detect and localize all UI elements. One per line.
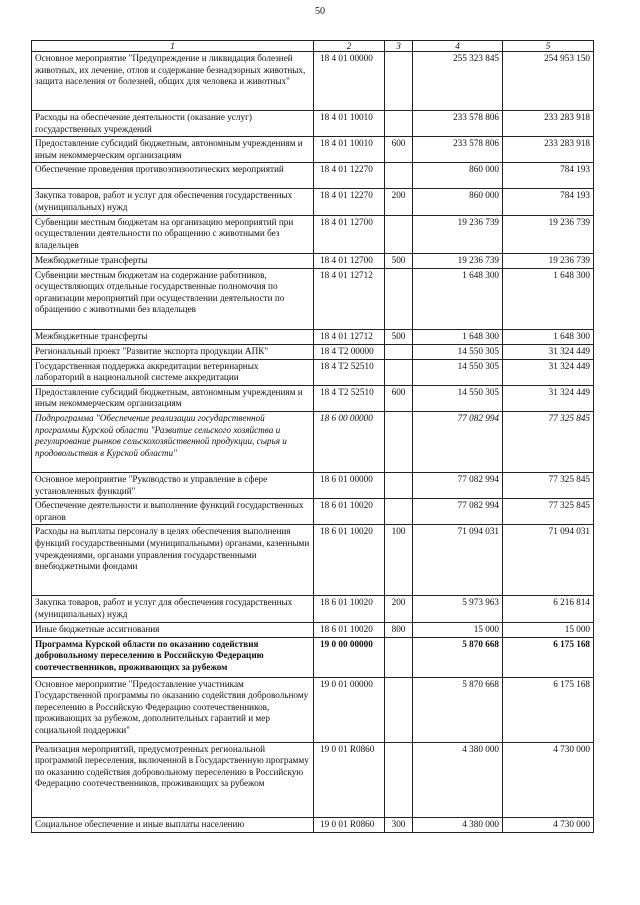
row-code-cell: 18 4 T2 52510 xyxy=(314,359,385,385)
row-type-cell xyxy=(385,359,413,385)
row-type-cell: 600 xyxy=(385,137,413,163)
row-type-cell xyxy=(385,742,413,817)
row-type-cell: 500 xyxy=(385,253,413,268)
row-name-cell: Основное мероприятие "Руководство и управление в сфере установленных функций" xyxy=(32,472,314,498)
row-name-cell: Программа Курской области по оказанию содействия добровольному переселению в Российскую Федерацию соотечественников, проживающих за рубежом xyxy=(32,637,314,677)
row-type-cell xyxy=(385,111,413,137)
row-sum1-cell: 19 236 739 xyxy=(413,215,503,253)
row-code-cell: 18 4 01 12700 xyxy=(314,253,385,268)
row-name-cell: Обеспечение деятельности и выполнение функций государственных органов xyxy=(32,499,314,525)
budget-table xyxy=(31,40,594,833)
row-sum2-cell: 784 193 xyxy=(503,163,594,189)
row-type-cell: 500 xyxy=(385,329,413,344)
row-code-cell: 18 4 01 10010 xyxy=(314,137,385,163)
row-sum1-cell: 5 973 963 xyxy=(413,596,503,622)
table-row xyxy=(32,344,594,359)
row-code-cell: 18 4 01 00000 xyxy=(314,52,385,111)
table-row xyxy=(32,817,594,832)
table-row xyxy=(32,472,594,498)
table-row xyxy=(32,111,594,137)
row-code-cell: 18 4 01 10010 xyxy=(314,111,385,137)
row-name-cell: Расходы на обеспечение деятельности (оказание услуг) государственных учреждений xyxy=(32,111,314,137)
row-type-cell xyxy=(385,52,413,111)
row-code-cell: 18 4 01 12712 xyxy=(314,268,385,329)
page-number: 50 xyxy=(315,6,325,17)
row-name-cell: Подпрограмма "Обеспечение реализации государственной программы Курской области "Развитие сельского хозяйства и регулирование рынков сельскохозяйственной продукции, сырья и продовольствия в Курской области" xyxy=(32,411,314,472)
row-sum1-cell: 14 550 305 xyxy=(413,385,503,411)
row-sum1-cell: 77 082 994 xyxy=(413,411,503,472)
row-sum2-cell: 784 193 xyxy=(503,189,594,215)
table-row xyxy=(32,52,594,111)
row-code-cell: 18 4 T2 00000 xyxy=(314,344,385,359)
row-name-cell: Расходы на выплаты персоналу в целях обеспечения выполнения функций государственными (муниципальными) органами, казенными учреждениями, органами управления государственными внебюджетными фондами xyxy=(32,525,314,596)
table-row xyxy=(32,411,594,472)
row-sum1-cell: 4 380 000 xyxy=(413,817,503,832)
row-code-cell: 19 0 01 R0860 xyxy=(314,817,385,832)
table-row xyxy=(32,253,594,268)
table-row xyxy=(32,596,594,622)
table-row xyxy=(32,163,594,189)
row-type-cell xyxy=(385,411,413,472)
row-name-cell: Иные бюджетные ассигнования xyxy=(32,622,314,637)
row-code-cell: 18 4 01 12712 xyxy=(314,329,385,344)
row-sum2-cell: 254 953 150 xyxy=(503,52,594,111)
row-code-cell: 18 6 01 00000 xyxy=(314,472,385,498)
row-code-cell: 18 6 01 10020 xyxy=(314,596,385,622)
table-row xyxy=(32,677,594,742)
row-code-cell: 19 0 01 00000 xyxy=(314,677,385,742)
table-row xyxy=(32,742,594,817)
row-sum2-cell: 31 324 449 xyxy=(503,385,594,411)
header-cell-name: 1 xyxy=(32,41,314,52)
row-sum2-cell: 31 324 449 xyxy=(503,344,594,359)
row-sum2-cell: 6 216 814 xyxy=(503,596,594,622)
table-row xyxy=(32,637,594,677)
table-row xyxy=(32,137,594,163)
row-sum1-cell: 14 550 305 xyxy=(413,359,503,385)
row-code-cell: 18 6 00 00000 xyxy=(314,411,385,472)
table-row xyxy=(32,525,594,596)
row-name-cell: Предоставление субсидий бюджетным, автономным учреждениям и иным некоммерческим организациям xyxy=(32,385,314,411)
table-row xyxy=(32,499,594,525)
row-sum2-cell: 6 175 168 xyxy=(503,637,594,677)
row-type-cell: 300 xyxy=(385,817,413,832)
table-row xyxy=(32,359,594,385)
row-type-cell: 200 xyxy=(385,189,413,215)
row-type-cell xyxy=(385,344,413,359)
row-type-cell xyxy=(385,215,413,253)
header-cell-code: 2 xyxy=(314,41,385,52)
row-name-cell: Основное мероприятие "Предоставление участникам Государственной программы по оказанию содействия добровольному переселению в Российскую Федерацию соотечественников, проживающих за рубежом, дополнительных гарантий и мер социальной поддержки" xyxy=(32,677,314,742)
header-cell-type: 3 xyxy=(385,41,413,52)
row-sum2-cell: 1 648 300 xyxy=(503,268,594,329)
row-sum2-cell: 6 175 168 xyxy=(503,677,594,742)
row-code-cell: 18 4 01 12700 xyxy=(314,215,385,253)
row-name-cell: Межбюджетные трансферты xyxy=(32,253,314,268)
row-name-cell: Закупка товаров, работ и услуг для обеспечения государственных (муниципальных) нужд xyxy=(32,596,314,622)
row-type-cell: 800 xyxy=(385,622,413,637)
header-cell-sum1: 4 xyxy=(413,41,503,52)
row-sum1-cell: 1 648 300 xyxy=(413,329,503,344)
row-name-cell: Субвенции местным бюджетам на содержание работников, осуществляющих отдельные государственные полномочия по организации мероприятий при осуществлении деятельности по обращению с животными без владельцев xyxy=(32,268,314,329)
row-sum1-cell: 19 236 739 xyxy=(413,253,503,268)
row-sum2-cell: 4 730 000 xyxy=(503,817,594,832)
row-name-cell: Государственная поддержка аккредитации ветеринарных лабораторий в национальной системе аккредитации xyxy=(32,359,314,385)
row-sum2-cell: 15 000 xyxy=(503,622,594,637)
row-type-cell xyxy=(385,163,413,189)
table-row xyxy=(32,268,594,329)
table-row xyxy=(32,189,594,215)
table-row xyxy=(32,329,594,344)
row-sum2-cell: 19 236 739 xyxy=(503,253,594,268)
row-sum1-cell: 4 380 000 xyxy=(413,742,503,817)
row-type-cell xyxy=(385,499,413,525)
row-sum1-cell: 15 000 xyxy=(413,622,503,637)
row-name-cell: Основное мероприятие "Предупреждение и ликвидация болезней животных, их лечение, отлов и содержание безнадзорных животных, защита населения от болезней, общих для человека и животных" xyxy=(32,52,314,111)
row-name-cell: Предоставление субсидий бюджетным, автономным учреждениям и иным некоммерческим организациям xyxy=(32,137,314,163)
row-sum2-cell: 77 325 845 xyxy=(503,411,594,472)
row-sum1-cell: 5 870 668 xyxy=(413,637,503,677)
row-sum2-cell: 77 325 845 xyxy=(503,499,594,525)
row-code-cell: 18 6 01 10020 xyxy=(314,499,385,525)
row-sum1-cell: 77 082 994 xyxy=(413,499,503,525)
row-name-cell: Социальное обеспечение и иные выплаты населению xyxy=(32,817,314,832)
row-sum1-cell: 71 094 031 xyxy=(413,525,503,596)
row-type-cell: 600 xyxy=(385,385,413,411)
row-type-cell xyxy=(385,637,413,677)
row-sum1-cell: 1 648 300 xyxy=(413,268,503,329)
row-type-cell: 200 xyxy=(385,596,413,622)
row-type-cell xyxy=(385,268,413,329)
row-code-cell: 19 0 00 00000 xyxy=(314,637,385,677)
row-sum2-cell: 19 236 739 xyxy=(503,215,594,253)
row-code-cell: 18 4 01 12270 xyxy=(314,163,385,189)
row-code-cell: 18 6 01 10020 xyxy=(314,525,385,596)
row-sum2-cell: 71 094 031 xyxy=(503,525,594,596)
row-sum2-cell: 4 730 000 xyxy=(503,742,594,817)
row-sum1-cell: 233 578 806 xyxy=(413,137,503,163)
row-sum2-cell: 233 283 918 xyxy=(503,111,594,137)
row-name-cell: Региональный проект "Развитие экспорта продукции АПК" xyxy=(32,344,314,359)
row-sum1-cell: 860 000 xyxy=(413,189,503,215)
table-row xyxy=(32,385,594,411)
row-sum1-cell: 5 870 668 xyxy=(413,677,503,742)
row-sum1-cell: 860 000 xyxy=(413,163,503,189)
row-code-cell: 18 4 T2 52510 xyxy=(314,385,385,411)
table-row xyxy=(32,622,594,637)
row-sum1-cell: 233 578 806 xyxy=(413,111,503,137)
row-sum1-cell: 14 550 305 xyxy=(413,344,503,359)
row-code-cell: 18 6 01 10020 xyxy=(314,622,385,637)
row-type-cell xyxy=(385,472,413,498)
table-row xyxy=(32,215,594,253)
row-sum2-cell: 31 324 449 xyxy=(503,359,594,385)
row-name-cell: Межбюджетные трансферты xyxy=(32,329,314,344)
row-name-cell: Реализация мероприятий, предусмотренных региональной программой переселения, включенной в Государственную программу по оказанию содействия добровольному переселению в Российскую Федерацию соотечественников, проживающих за рубежом xyxy=(32,742,314,817)
row-name-cell: Субвенции местным бюджетам на организацию мероприятий при осуществлении деятельности по обращению с животными без владельцев xyxy=(32,215,314,253)
header-cell-sum2: 5 xyxy=(503,41,594,52)
row-sum1-cell: 77 082 994 xyxy=(413,472,503,498)
row-type-cell xyxy=(385,677,413,742)
row-sum1-cell: 255 323 845 xyxy=(413,52,503,111)
row-sum2-cell: 1 648 300 xyxy=(503,329,594,344)
row-code-cell: 19 0 01 R0860 xyxy=(314,742,385,817)
table-header-row xyxy=(32,41,594,52)
row-name-cell: Закупка товаров, работ и услуг для обеспечения государственных (муниципальных) нужд xyxy=(32,189,314,215)
row-type-cell: 100 xyxy=(385,525,413,596)
row-sum2-cell: 233 283 918 xyxy=(503,137,594,163)
row-name-cell: Обеспечение проведения противоэпизоотических мероприятий xyxy=(32,163,314,189)
row-sum2-cell: 77 325 845 xyxy=(503,472,594,498)
row-code-cell: 18 4 01 12270 xyxy=(314,189,385,215)
